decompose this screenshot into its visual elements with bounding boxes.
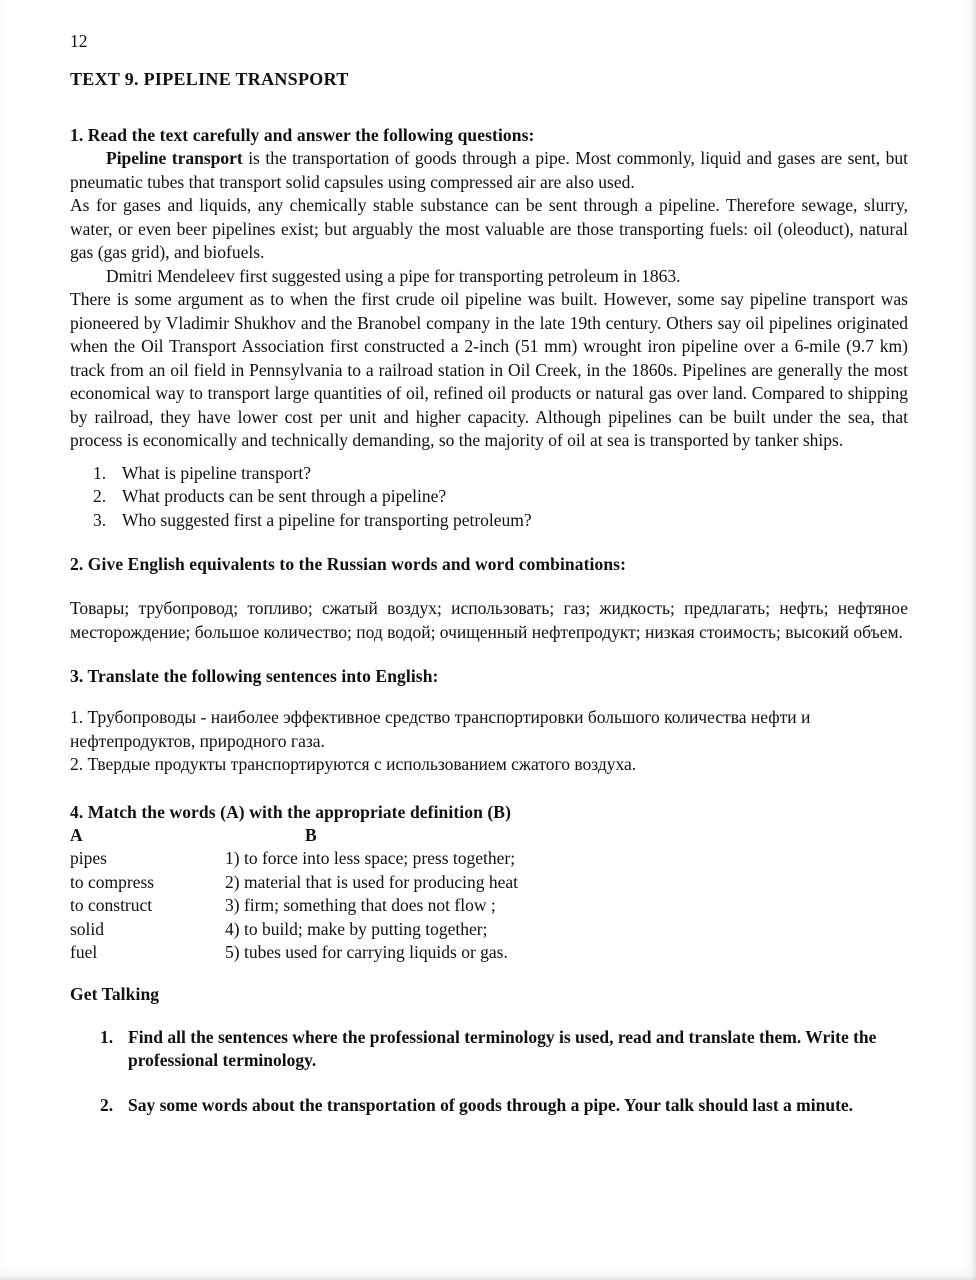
page-number: 12 [70, 31, 88, 51]
match-definition: 5) tubes used for carrying liquids or gas. [225, 942, 508, 962]
question-number: 3. [93, 509, 107, 530]
match-word: fuel [70, 942, 98, 962]
match-definition: 4) to build; make by putting together; [225, 918, 488, 939]
russian-word-list: Товары; трубопровод; топливо; сжатый воздух; использовать; газ; жидкость; предлагать; нефть; нефтяное месторождение; большое количество; под водой; очищенный нефтепродукт; низкая стоимость; высокий объем. [70, 598, 908, 642]
question-text: What is pipeline transport? [122, 462, 312, 483]
match-word: to compress [70, 871, 155, 892]
column-b-header: B [305, 824, 317, 845]
question-item [93, 485, 908, 509]
match-definition: 2) material that is used for producing heat [225, 871, 519, 892]
get-talking-list [70, 1026, 908, 1118]
item-number: 1. [100, 1026, 114, 1047]
russian-sentence-1: 1. Трубопроводы - наиболее эффективное средство транспортировки большого количества нефти и нефтепродуктов, природного газа. [70, 707, 811, 751]
question-list [70, 462, 908, 533]
question-item [93, 509, 908, 533]
item-text: Say some words about the transportation of goods through a pipe. Your talk should last a minute. [128, 1094, 854, 1115]
page-edge-shadow-right [971, 0, 976, 1280]
question-number: 1. [93, 462, 107, 483]
paragraph-2: As for gases and liquids, any chemically stable substance can be sent through a pipeline. Therefore sewage, slurry, water, or even beer pipelines exist; but arguably the most valuable are those transporting fuels: oil (oleoduct), natural gas (gas grid), and biofuels. [70, 195, 908, 262]
section-1-heading: 1. Read the text carefully and answer the following questions: [70, 125, 535, 145]
document-title: TEXT 9. PIPELINE TRANSPORT [70, 69, 349, 89]
get-talking-heading: Get Talking [70, 983, 160, 1004]
section-2-heading: 2. Give English equivalents to the Russian words and word combinations: [70, 554, 627, 574]
match-definition: 1) to force into less space; press together; [225, 848, 516, 868]
item-text: Find all the sentences where the professional terminology is used, read and translate them. Write the professional terminology. [128, 1026, 877, 1070]
get-talking-item [100, 1094, 878, 1118]
paragraph-1 [70, 147, 908, 194]
match-word: pipes [70, 848, 107, 868]
section-4-heading: 4. Match the words (A) with the appropriate definition (B) [70, 801, 512, 822]
paragraph-3: Dmitri Mendeleev first suggested using a pipe for transporting petroleum in 1863. [106, 265, 681, 286]
paragraph-1-text: is the transportation of goods through a pipe. Most commonly, liquid and gases are sent, but pneumatic tubes that transport solid capsules using compressed air are also used. [70, 148, 908, 192]
match-table [70, 824, 908, 965]
reading-text [70, 147, 908, 453]
page-edge-shadow-bottom [0, 1275, 976, 1280]
question-text: Who suggested first a pipeline for transporting petroleum? [122, 509, 532, 530]
russian-sentences [70, 706, 908, 777]
russian-sentence-2: 2. Твердые продукты транспортируются с использованием сжатого воздуха. [70, 754, 637, 774]
paragraph-4: There is some argument as to when the first crude oil pipeline was built. However, some say pipeline transport was pioneered by Vladimir Shukhov and the Branobel company in the late 19th century. Others say oil pipelines originated when the Oil Transport Association first constructed a 2-inch (51 mm) wrought iron pipeline over a 6-mile (9.7 km) track from an oil field in Pennsylvania to a railroad station in Oil Creek, in the 1860s. Pipelines are generally the most economical way to transport large quantities of oil, refined oil products or natural gas over land. Compared to shipping by railroad, they have lower cost per unit and higher capacity. Although pipelines can be built under the sea, that process is economically and technically demanding, so the majority of oil at sea is transported by tanker ships. [70, 289, 908, 450]
item-number: 2. [100, 1094, 114, 1115]
get-talking-item [100, 1026, 878, 1073]
section-3-heading: 3. Translate the following sentences into English: [70, 666, 439, 686]
bold-lead: Pipeline transport [106, 148, 243, 168]
column-a-header: A [70, 824, 83, 845]
question-text: What products can be sent through a pipeline? [122, 486, 447, 506]
question-number: 2. [93, 486, 107, 506]
match-word: solid [70, 918, 105, 939]
question-item [93, 462, 908, 486]
match-word: to construct [70, 895, 153, 915]
match-definition: 3) firm; something that does not flow ; [225, 895, 496, 915]
